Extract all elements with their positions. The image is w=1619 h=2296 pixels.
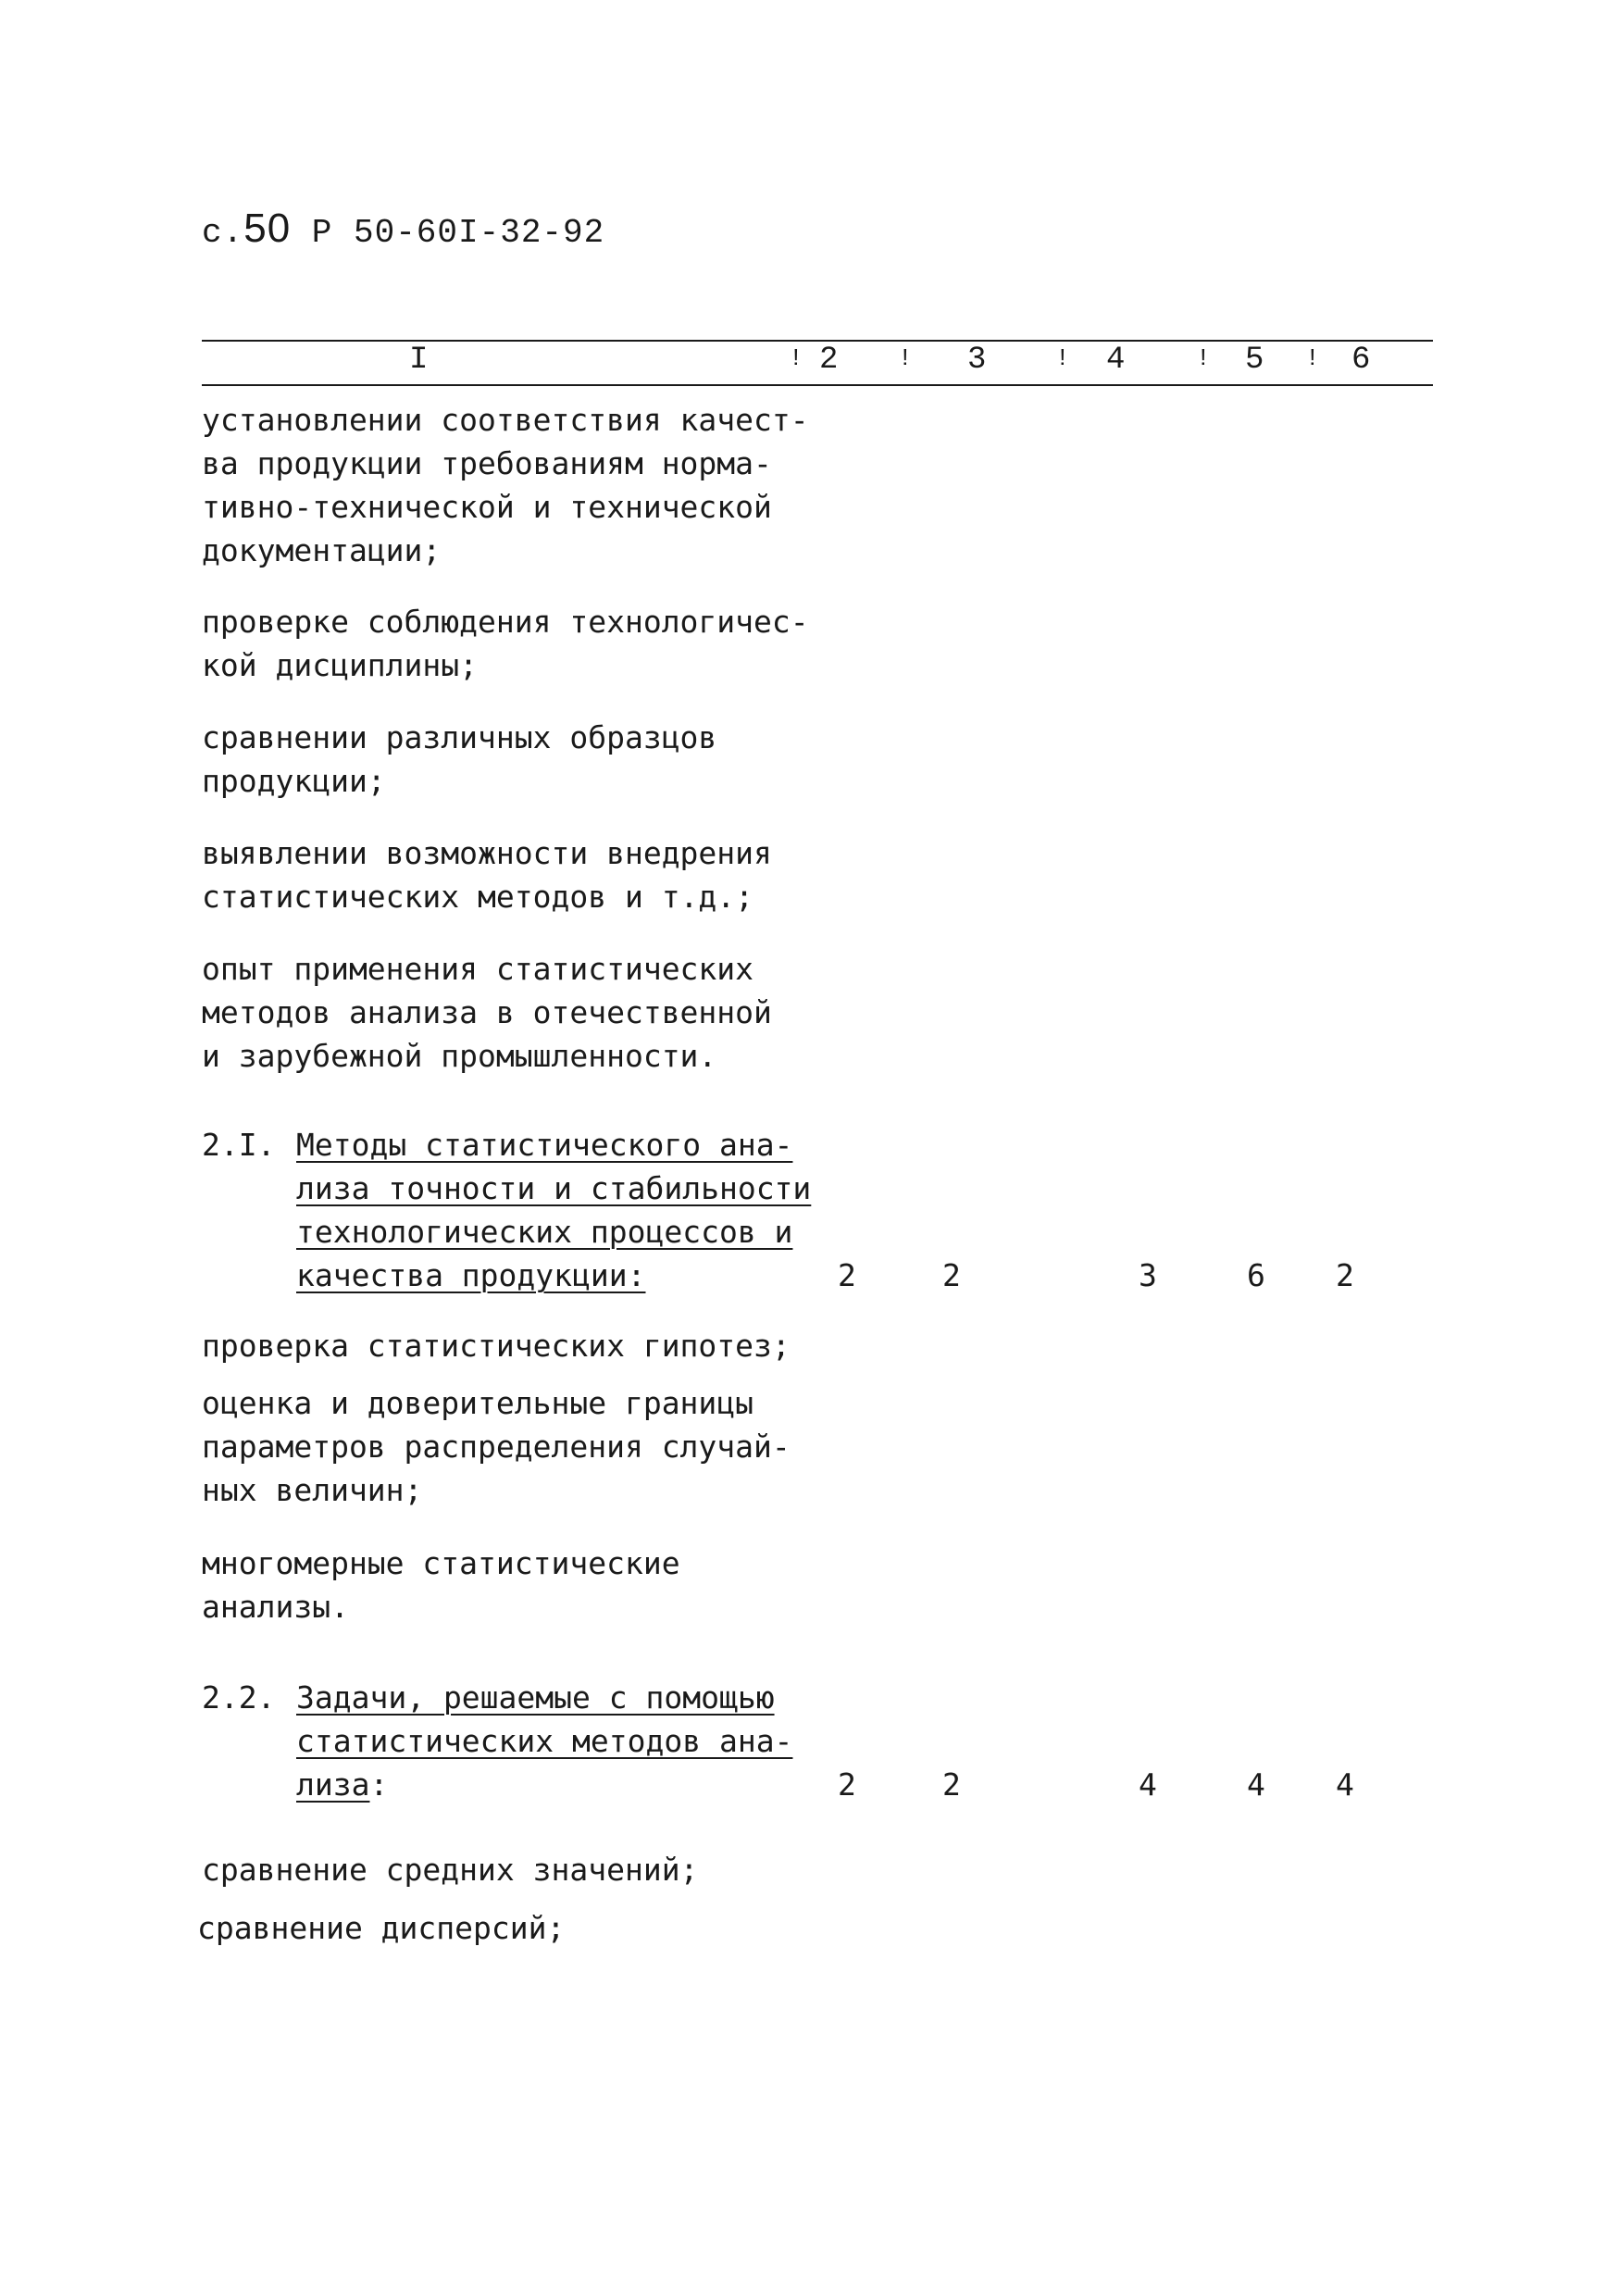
section-title-line: лиза xyxy=(296,1766,370,1803)
section-title-colon: : xyxy=(369,1766,389,1803)
value-col-5: 6 xyxy=(1247,1257,1265,1293)
text-line: анализы. xyxy=(202,1589,349,1625)
column-separator: ! xyxy=(1196,344,1211,372)
text-block xyxy=(202,600,809,687)
text-line: методов анализа в отечественной xyxy=(202,994,772,1030)
text-line: опыт применения статистических xyxy=(202,951,754,987)
text-line: выявлении возможности внедрения xyxy=(202,835,772,871)
text-block xyxy=(202,1541,680,1628)
section-title-line: лиза точности и стабильности xyxy=(296,1170,812,1206)
value-col-5: 4 xyxy=(1247,1766,1265,1803)
page-prefix: с. xyxy=(202,214,244,252)
column-header-4: 4 xyxy=(1106,343,1126,378)
text-line: ва продукции требованиям норма- xyxy=(202,445,772,481)
page-header xyxy=(202,206,604,252)
section-number: 2.I. xyxy=(202,1127,276,1163)
text-line: проверке соблюдения технологичес- xyxy=(202,604,809,640)
text-line: проверка статистических гипотез; xyxy=(202,1328,791,1364)
text-block xyxy=(202,1848,698,1891)
column-header-3: 3 xyxy=(967,343,987,378)
section-title-line: статистических методов ана- xyxy=(296,1723,793,1759)
text-block xyxy=(202,716,716,803)
text-line: сравнении различных образцов xyxy=(202,719,717,755)
column-separator: ! xyxy=(898,344,913,372)
text-line: сравнение дисперсий; xyxy=(197,1910,566,1946)
text-line: кой дисциплины; xyxy=(202,647,479,683)
text-line: установлении соответствия качест- xyxy=(202,402,809,438)
text-line: продукции; xyxy=(202,763,386,799)
column-header-2: 2 xyxy=(819,343,839,378)
table-top-rule xyxy=(202,340,1433,342)
section-title-line: качества продукции: xyxy=(296,1257,646,1293)
column-separator: ! xyxy=(1305,344,1320,372)
text-line: многомерные статистические xyxy=(202,1545,680,1581)
section-title-last-line xyxy=(296,1763,792,1806)
value-col-4: 4 xyxy=(1139,1766,1157,1803)
value-col-3: 2 xyxy=(942,1257,961,1293)
text-block xyxy=(197,1906,565,1950)
section-title-line: технологических процессов и xyxy=(296,1214,793,1250)
section-title-line: Задачи, решаемые с помощью xyxy=(296,1679,775,1716)
section-number: 2.2. xyxy=(202,1679,276,1716)
column-header-6: 6 xyxy=(1351,343,1371,378)
column-header-1: I xyxy=(409,343,429,378)
text-line: документации; xyxy=(202,532,442,568)
text-line: и зарубежной промышленности. xyxy=(202,1038,717,1074)
table-header-rule xyxy=(202,384,1433,386)
text-block xyxy=(202,398,809,572)
section-title xyxy=(296,1676,792,1806)
text-block xyxy=(202,831,772,918)
text-line: тивно-технической и технической xyxy=(202,489,772,525)
text-line: параметров распределения случай- xyxy=(202,1429,791,1465)
text-block xyxy=(202,947,772,1078)
section-title xyxy=(296,1123,811,1297)
document-code: Р 50-60I-32-92 xyxy=(311,214,605,252)
text-block xyxy=(202,1324,791,1367)
value-col-4: 3 xyxy=(1139,1257,1157,1293)
text-line: оценка и доверительные границы xyxy=(202,1385,754,1421)
value-col-6: 4 xyxy=(1336,1766,1354,1803)
value-col-3: 2 xyxy=(942,1766,961,1803)
page-number: 50 xyxy=(243,206,292,251)
column-separator: ! xyxy=(789,344,803,372)
text-line: ных величин; xyxy=(202,1472,423,1508)
section-title-line: Методы статистического ана- xyxy=(296,1127,793,1163)
column-header-5: 5 xyxy=(1245,343,1264,378)
text-block xyxy=(202,1381,791,1512)
text-line: статистических методов и т.д.; xyxy=(202,879,754,915)
value-col-6: 2 xyxy=(1336,1257,1354,1293)
text-line: сравнение средних значений; xyxy=(202,1852,699,1888)
value-col-2: 2 xyxy=(838,1257,856,1293)
value-col-2: 2 xyxy=(838,1766,856,1803)
column-separator: ! xyxy=(1055,344,1070,372)
